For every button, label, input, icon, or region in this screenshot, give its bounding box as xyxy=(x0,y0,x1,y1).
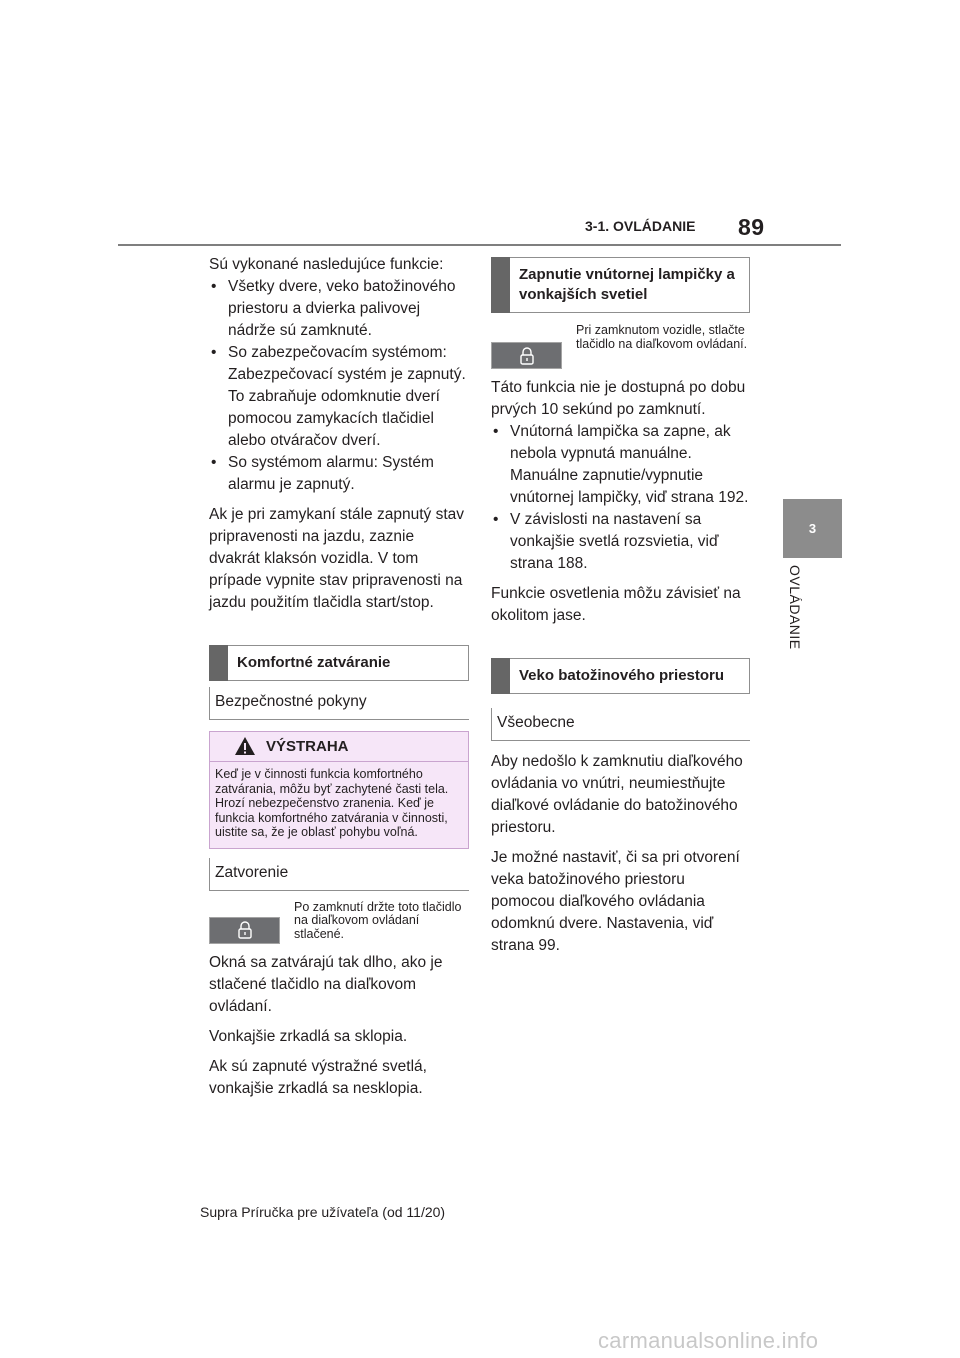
lights-list xyxy=(491,421,750,575)
remote-lights-instruction xyxy=(491,324,750,369)
warning-header xyxy=(210,732,468,762)
comfort-closing-heading xyxy=(209,645,469,681)
left-column xyxy=(209,254,469,1108)
hazard-paragraph: Ak sú zapnuté výstražné svetlá, vonkajšie zrkadlá sa nesklopia. xyxy=(209,1057,427,1097)
list-item: • Vnútorná lampička sa zapne, ak nebola vypnutá manuálne. Manuálne zapnutie/vypnutie vnútornej lampičky, viď strana 192. xyxy=(491,421,750,509)
unlock-setting-paragraph: Je možné nastaviť, či sa pri otvorení veka batožinového priestoru pomocou diaľkového ovládania odomknú dvere. Nastavenia, viď strana 99. xyxy=(491,849,740,954)
intro-text: Sú vykonané nasledujúce funkcie: xyxy=(209,256,444,273)
windows-paragraph: Okná sa zatvárajú tak dlho, ako je stlačené tlačidlo na diaľkovom ovládaní. xyxy=(209,953,443,1015)
lights-heading xyxy=(491,257,750,313)
remote-lights-text: Pri zamknutom vozidle, stlačte tlačidlo na diaľkovom ovládaní. xyxy=(576,323,748,351)
lock-icon xyxy=(519,347,535,365)
page-number: 89 xyxy=(738,214,765,240)
trunk-lid-heading xyxy=(491,658,750,694)
lock-icon xyxy=(237,921,253,939)
function-list xyxy=(209,276,469,496)
chapter-number: 3 xyxy=(808,521,817,536)
remote-lock-button xyxy=(491,342,562,369)
lights-title: Zapnutie vnútornej lampičky a vonkajších svetiel xyxy=(519,266,735,303)
mirrors-paragraph: Vonkajšie zrkadlá sa sklopia. xyxy=(209,1027,408,1045)
remote-placement-paragraph: Aby nedošlo k zamknutiu diaľkového ovládania vo vnútri, neumiestňujte diaľkové ovládanie do batožinového priestoru. xyxy=(491,753,743,836)
warning-text: Keď je v činnosti funkcia komfortného zatvárania, môžu byť zachytené časti tela. Hrozí nebezpečenstvo zranenia. Keď je funkcia komfortného zatvárania v činnosti, uistite sa, že je oblasť pohybu voľná. xyxy=(215,767,449,839)
header-rule xyxy=(118,244,841,246)
list-item: • V závislosti na nastavení sa vonkajšie svetlá rozsvietia, viď strana 188. xyxy=(491,509,750,575)
chapter-tab xyxy=(783,499,842,558)
unavailable-paragraph: Táto funkcia nie je dostupná po dobu prvých 10 sekúnd po zamknutí. xyxy=(491,379,746,418)
warning-title: VÝSTRAHA xyxy=(266,737,349,755)
safety-notes-subhead: Bezpečnostné pokyny xyxy=(209,687,469,720)
chapter-label xyxy=(787,565,803,675)
section-title: 3-1. OVLÁDANIE xyxy=(585,218,696,234)
ready-to-drive-paragraph: Ak je pri zamykaní stále zapnutý stav pripravenosti na jazdu, zaznie dvakrát klaksón vozidla. V tom prípade vypnite stav pripravenosti na jazdu použitím tlačidla start/stop. xyxy=(209,506,465,611)
trunk-lid-title: Veko batožinového priestoru xyxy=(519,667,725,684)
chapter-label-text: OVLÁDANIE xyxy=(787,565,803,650)
warning-box xyxy=(209,731,469,849)
footer: Supra Príručka pre užívateľa (od 11/20) xyxy=(200,1204,446,1220)
right-column xyxy=(491,257,750,965)
comfort-closing-title: Komfortné zatváranie xyxy=(237,654,391,671)
closing-subhead: Zatvorenie xyxy=(209,858,469,891)
watermark: carmanualsonline.info xyxy=(598,1328,819,1353)
list-item: • So systémom alarmu: Systém alarmu je zapnutý. xyxy=(209,452,469,496)
warning-triangle-icon xyxy=(234,736,256,756)
general-subhead: Všeobecne xyxy=(491,708,750,741)
remote-lock-instruction xyxy=(209,901,469,944)
list-item: • So zabezpečovacím systémom: Zabezpečovací systém je zapnutý. To zabraňuje odomknutie dverí pomocou zamykacích tlačidiel alebo otváračov dverí. xyxy=(209,342,469,452)
remote-lock-button xyxy=(209,917,280,944)
remote-lock-text: Po zamknutí držte toto tlačidlo na diaľkovom ovládaní stlačené. xyxy=(294,899,462,941)
list-item: • Všetky dvere, veko batožinového priestoru a dvierka palivovej nádrže sú zamknuté. xyxy=(209,276,469,342)
surroundings-paragraph: Funkcie osvetlenia môžu závisieť na okolitom jase. xyxy=(491,585,741,624)
